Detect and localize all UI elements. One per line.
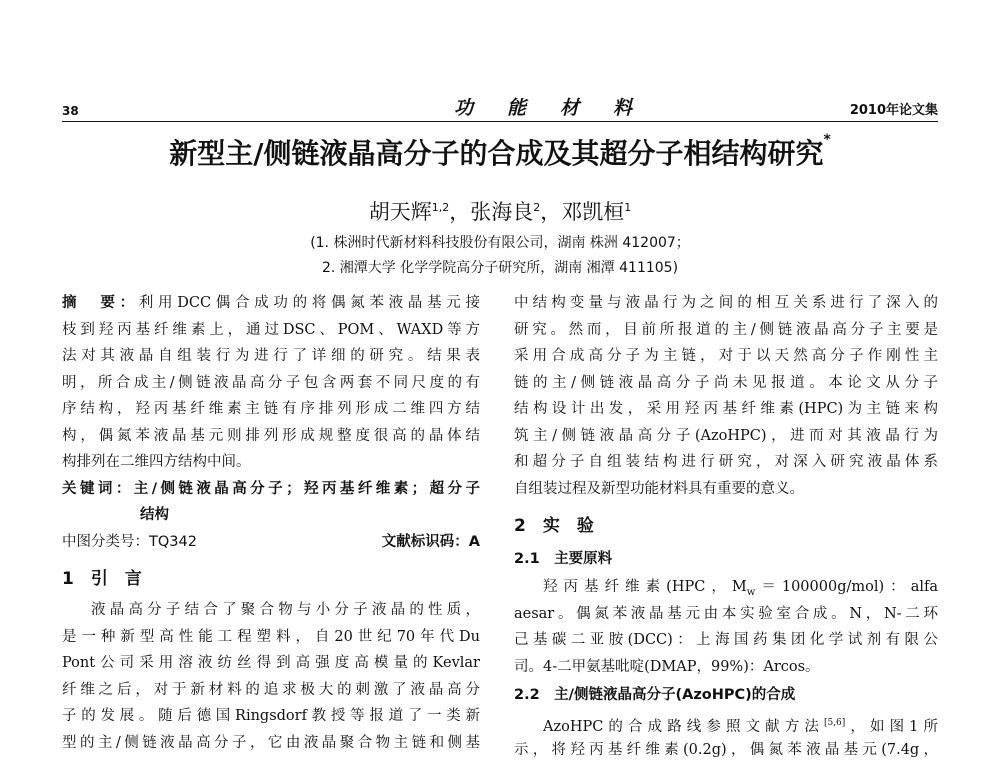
body-line: 结构设计出发，采用羟丙基纤维素(HPC)为主链来构 <box>514 396 938 423</box>
author-3-affil: 1 <box>624 201 631 214</box>
abstract-text: 利用DCC偶合成功的将偶氮苯液晶基元接 <box>139 295 480 311</box>
abstract-line <box>62 290 480 317</box>
keywords-label: 关键词： <box>62 481 134 497</box>
author-1-affil: 1,2 <box>432 201 450 214</box>
left-column <box>62 290 480 756</box>
affiliation-2: 2. 湘潭大学 化学学院高分子研究所，湖南 湘潭 411105) <box>0 257 1000 277</box>
affiliation-1: (1. 株洲时代新材料科技股份有限公司，湖南 株洲 412007； <box>0 232 1000 252</box>
abstract-line: 明，所合成主/侧链液晶高分子包含两套不同尺度的有 <box>62 370 480 397</box>
mw-subscript: w <box>747 587 756 598</box>
author-separator: ， <box>540 200 561 224</box>
title-text: 新型主/侧链液晶高分子的合成及其超分子相结构研究 <box>169 137 823 170</box>
intro-line: 子的发展。随后德国Ringsdorf教授等报道了一类新 <box>62 703 480 730</box>
abstract-line: 枝到羟丙基纤维素上，通过DSC、POM、WAXD等方 <box>62 317 480 344</box>
materials-text: 羟丙基纤维素(HPC，M <box>543 579 747 595</box>
abstract-line: 构，偶氮苯液晶基元则排列形成规整度很高的晶体结 <box>62 423 480 450</box>
author-1: 胡天辉 <box>369 200 432 224</box>
header-rule <box>62 121 938 122</box>
year-label: 2010年论文集 <box>850 99 938 118</box>
body-line: 链的主/侧链液晶高分子尚未见报道。本论文从分子 <box>514 370 938 397</box>
body-line: 筑主/侧链液晶高分子(AzoHPC)，进而对其液晶行为 <box>514 423 938 450</box>
author-3: 邓凯桓 <box>561 200 624 224</box>
keywords-text: 主/侧链液晶高分子；羟丙基纤维素；超分子 <box>134 481 480 497</box>
keywords-line <box>62 476 480 503</box>
materials-text: ＝100000g/mol)：alfa <box>755 579 938 595</box>
citation-ref: [5,6] <box>824 718 845 728</box>
keywords-line-2: 结构 <box>62 502 480 529</box>
body-line: 采用合成高分子为主链，对于以天然高分子作刚性主 <box>514 343 938 370</box>
paper-title <box>0 132 1000 172</box>
running-header <box>62 96 938 122</box>
body-line: 中结构变量与液晶行为之间的相互关系进行了深入的 <box>514 290 938 317</box>
materials-line: 司。4-二甲氨基吡啶(DMAP，99%)：Arcos。 <box>514 654 938 681</box>
synthesis-text: AzoHPC的合成路线参照文献方法 <box>543 719 824 735</box>
document-code: 文献标识码：A <box>382 529 480 556</box>
materials-line: aesar。偶氮苯液晶基元由本实验室合成。N，N-二环 <box>514 601 938 628</box>
journal-name: 功能材料 <box>454 93 666 120</box>
author-list <box>0 196 1000 226</box>
classification-line <box>62 529 480 556</box>
body-line: 自组装过程及新型功能材料具有重要的意义。 <box>514 476 938 503</box>
page-number: 38 <box>62 104 79 118</box>
body-line: 和超分子自组装结构进行研究，对深入研究液晶体系 <box>514 449 938 476</box>
title-footnote-mark: * <box>823 132 830 148</box>
section-heading-intro: 1 引 言 <box>62 561 480 597</box>
subsection-heading-synthesis: 2.2 主/侧链液晶高分子(AzoHPC)的合成 <box>514 680 938 710</box>
author-2: 张海良 <box>470 200 533 224</box>
author-separator: ， <box>449 200 470 224</box>
abstract-line: 序结构，羟丙基纤维素主链有序排列形成二维四方结 <box>62 396 480 423</box>
intro-line: 型的主/侧链液晶高分子，它由液晶聚合物主链和侧基 <box>62 730 480 757</box>
body-line: 研究。然而，目前所报道的主/侧链液晶高分子主要是 <box>514 317 938 344</box>
intro-line: Pont公司采用溶液纺丝得到高强度高模量的Kevlar <box>62 650 480 677</box>
materials-line: 己基碳二亚胺(DCC)：上海国药集团化学试剂有限公 <box>514 627 938 654</box>
abstract-label: 摘 要： <box>62 295 139 311</box>
author-2-affil: 2 <box>533 201 540 214</box>
abstract-line: 构排列在二维四方结构中间。 <box>62 449 480 476</box>
synthesis-text: ，如图1所 <box>845 719 938 735</box>
abstract-line: 法对其液晶自组装行为进行了详细的研究。结果表 <box>62 343 480 370</box>
subsection-heading-materials: 2.1 主要原料 <box>514 544 938 574</box>
intro-line: 纤维之后，对于新材料的追求极大的刺激了液晶高分 <box>62 677 480 704</box>
intro-line: 液晶高分子结合了聚合物与小分子液晶的性质， <box>62 597 480 624</box>
right-column <box>514 290 938 763</box>
synthesis-line: 示，将羟丙基纤维素(0.2g)，偶氮苯液晶基元(7.4g， <box>514 737 938 763</box>
intro-line: 是一种新型高性能工程塑料，自20世纪70年代Du <box>62 624 480 651</box>
section-heading-experiment: 2 实 验 <box>514 508 938 544</box>
synthesis-line <box>514 710 938 737</box>
materials-line <box>514 574 938 601</box>
clc-number: 中图分类号：TQ342 <box>62 529 197 556</box>
